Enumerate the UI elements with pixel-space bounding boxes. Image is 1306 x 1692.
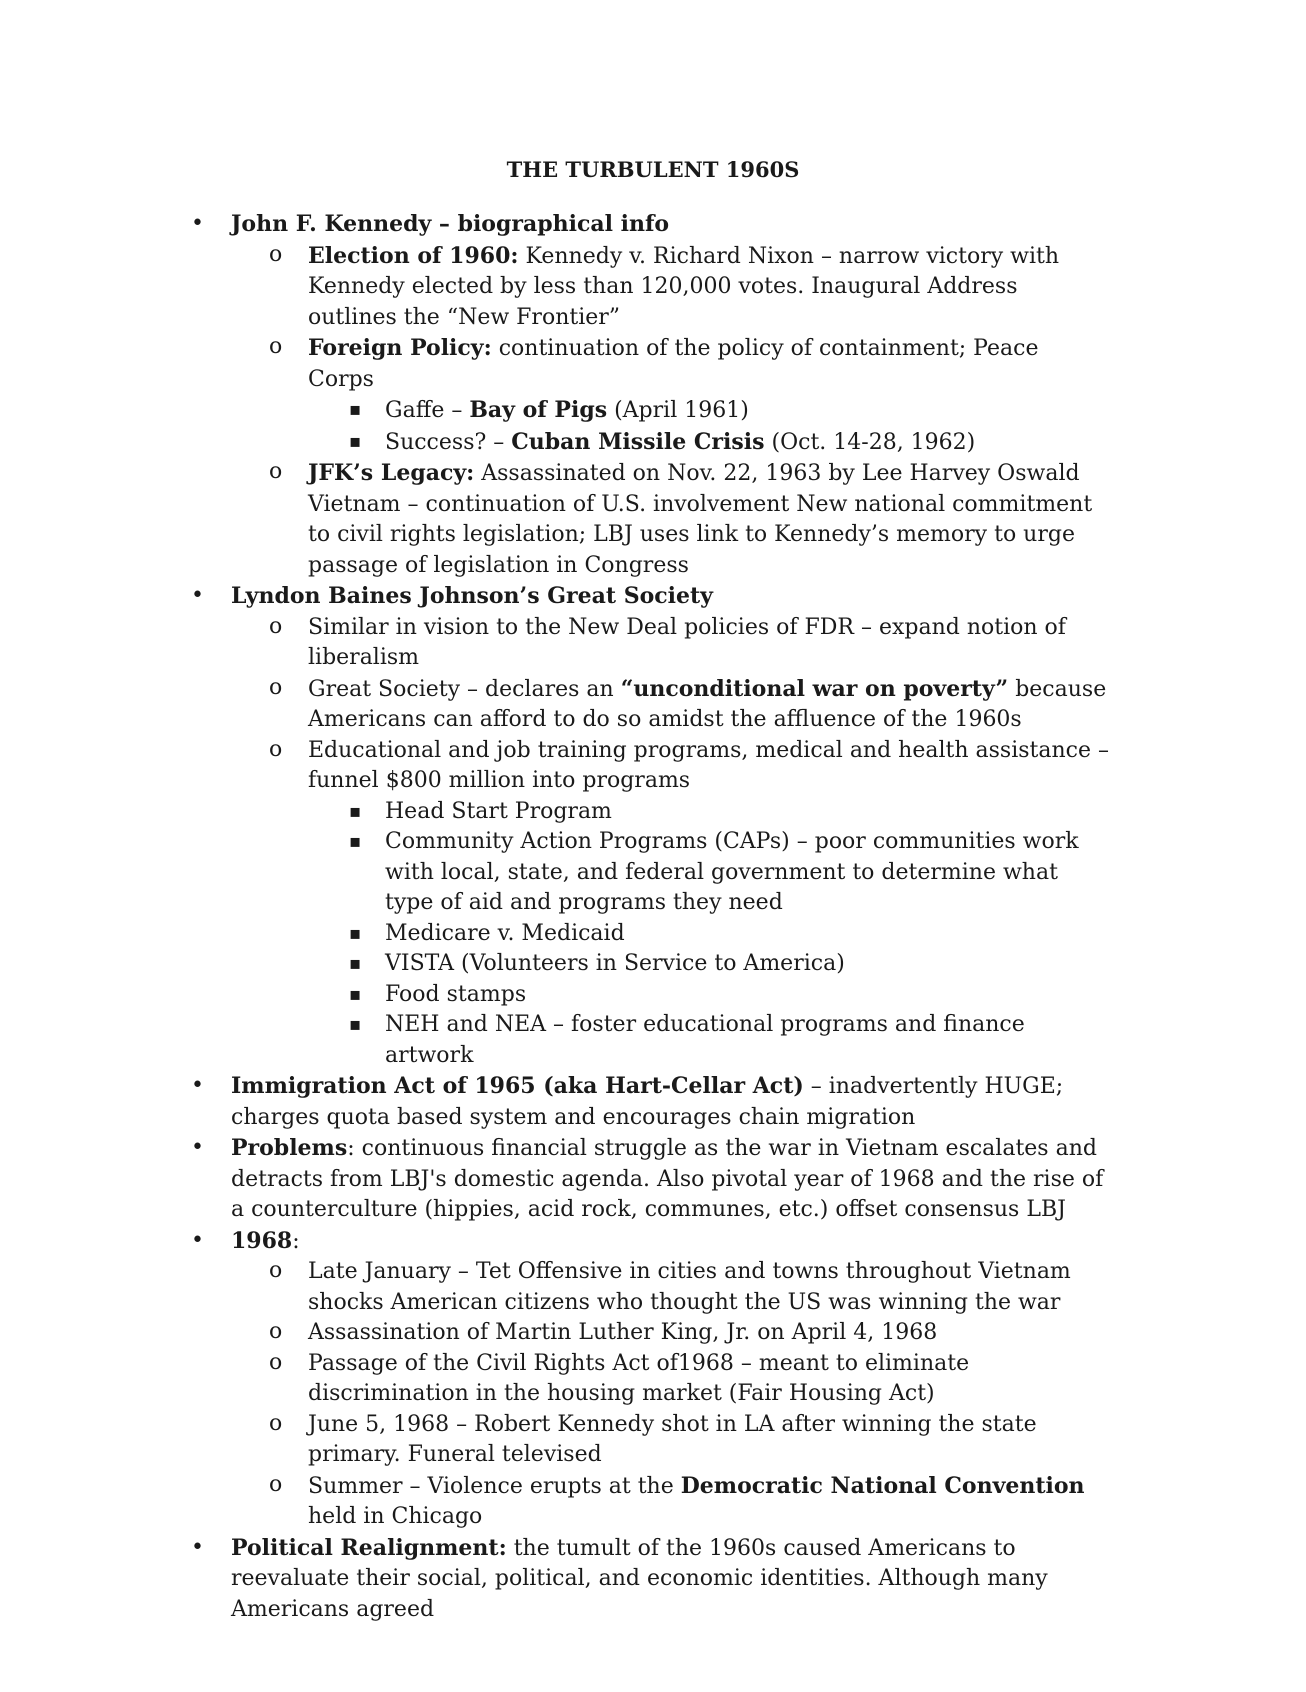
list-item-programs [308, 736, 1111, 1072]
list-item-program: ▪ Head Start Program [385, 797, 1111, 828]
list-item-new-deal: o Similar in vision to the New Deal policies of FDR – expand notion of liberalism [308, 613, 1111, 674]
list-item-kennedy [231, 209, 1111, 581]
dnc-prefix: Summer – Violence erupts at the [308, 1473, 681, 1499]
list-item-rfk: o June 5, 1968 – Robert Kennedy shot in LA after winning the state primary. Funeral televised [308, 1410, 1111, 1471]
text-foreign-policy: continuation of the policy of containment; Peace Corps [308, 336, 1039, 392]
list-item-program: ▪ NEH and NEA – foster educational programs and finance artwork [385, 1010, 1111, 1071]
problems-text: : continuous financial struggle as the war in Vietnam escalates and detracts from LBJ's domestic agenda. Also pivotal year of 1968 and the rise of a counterculture (hippies, acid rock, communes, etc.) offset consensus LBJ [231, 1136, 1104, 1222]
list-item-1968 [231, 1226, 1111, 1533]
realignment-bold: Political Realignment: [231, 1534, 507, 1561]
heading-great-society: Lyndon Baines Johnson’s Great Society [231, 583, 713, 609]
immigration-text: – inadvertently HUGE; charges quota based system and encourages chain migration [231, 1074, 1064, 1130]
immigration-bold: Immigration Act of 1965 (aka Hart-Cellar Act) [231, 1073, 804, 1099]
dnc-bold: Democratic National Convention [680, 1472, 1085, 1499]
outline [0, 209, 1306, 1625]
problems-bold: Problems [231, 1135, 348, 1161]
programs-sublist [308, 797, 1111, 1072]
gaffe-bold: Bay of Pigs [469, 397, 608, 423]
success-suffix: (Oct. 14-28, 1962) [764, 429, 976, 455]
list-item-program: ▪ Food stamps [385, 980, 1111, 1011]
list-item-immigration [231, 1071, 1111, 1133]
list-item-civil-rights: o Passage of the Civil Rights Act of1968 – meant to eliminate discrimination in the housing market (Fair Housing Act) [308, 1349, 1111, 1410]
events-1968-sublist [231, 1257, 1111, 1533]
great-society-sublist [231, 613, 1111, 1072]
list-item-tet: o Late January – Tet Offensive in cities and towns throughout Vietnam shocks American citizens who thought the US was winning the war [308, 1257, 1111, 1318]
heading-kennedy: John F. Kennedy – biographical info [231, 211, 670, 237]
list-item-realignment [231, 1533, 1111, 1626]
dnc-suffix: held in Chicago [308, 1504, 483, 1529]
text-legacy: Assassinated on Nov. 22, 1963 by Lee Harvey Oswald Vietnam – continuation of U.S. involvement New national commitment to civil rights legislation; LBJ uses link to Kennedy’s memory to urge passage of legislation in Congress [308, 461, 1093, 578]
list-item-war-on-poverty [308, 674, 1111, 736]
gaffe-prefix: Gaffe – [385, 398, 470, 423]
list-item-great-society [231, 581, 1111, 1071]
list-item-program: ▪ VISTA (Volunteers in Service to America) [385, 949, 1111, 980]
realignment-text: the tumult of the 1960s caused Americans to reevaluate their social, political, and economic identities. Although many Americans agreed [231, 1535, 1048, 1622]
poverty-prefix: Great Society – declares an [308, 676, 621, 702]
programs-text: Educational and job training programs, medical and health assistance – funnel $800 million into programs [308, 737, 1110, 793]
success-bold: Cuban Missile Crisis [511, 428, 765, 455]
kennedy-sublist [231, 241, 1111, 582]
label-foreign-policy: Foreign Policy: [308, 335, 492, 361]
list-item-legacy [308, 458, 1111, 581]
label-legacy: JFK’s Legacy: [308, 460, 475, 486]
top-level-list [0, 209, 1306, 1625]
list-item-program: ▪ Community Action Programs (CAPs) – poor communities work with local, state, and federal government to determine what type of aid and programs they need [385, 827, 1111, 919]
label-election: Election of 1960: [308, 242, 519, 269]
success-prefix: Success? – [385, 429, 512, 455]
list-item-mlk: o Assassination of Martin Luther King, Jr. on April 4, 1968 [308, 1318, 1111, 1349]
heading-1968: 1968 [231, 1227, 293, 1254]
foreign-policy-sublist [308, 395, 1111, 458]
page-title: THE TURBULENT 1960S [506, 157, 800, 182]
poverty-suffix: because Americans can afford to do so amidst the affluence of the 1960s [308, 676, 1107, 732]
list-item-dnc [308, 1471, 1111, 1533]
colon-1968: : [292, 1228, 300, 1254]
text-election: Kennedy v. Richard Nixon – narrow victory with Kennedy elected by less than 120,000 votes. Inaugural Address outlines the “New Frontier” [308, 243, 1060, 330]
list-item-foreign-policy [308, 333, 1111, 458]
list-item-election [308, 241, 1111, 334]
gaffe-suffix: (April 1961) [607, 398, 749, 423]
list-item-gaffe [385, 395, 1111, 427]
poverty-bold: “unconditional war on poverty” [620, 675, 1009, 702]
list-item-program: ▪ Medicare v. Medicaid [385, 919, 1111, 950]
list-item-problems [231, 1133, 1111, 1226]
list-item-success [385, 427, 1111, 459]
